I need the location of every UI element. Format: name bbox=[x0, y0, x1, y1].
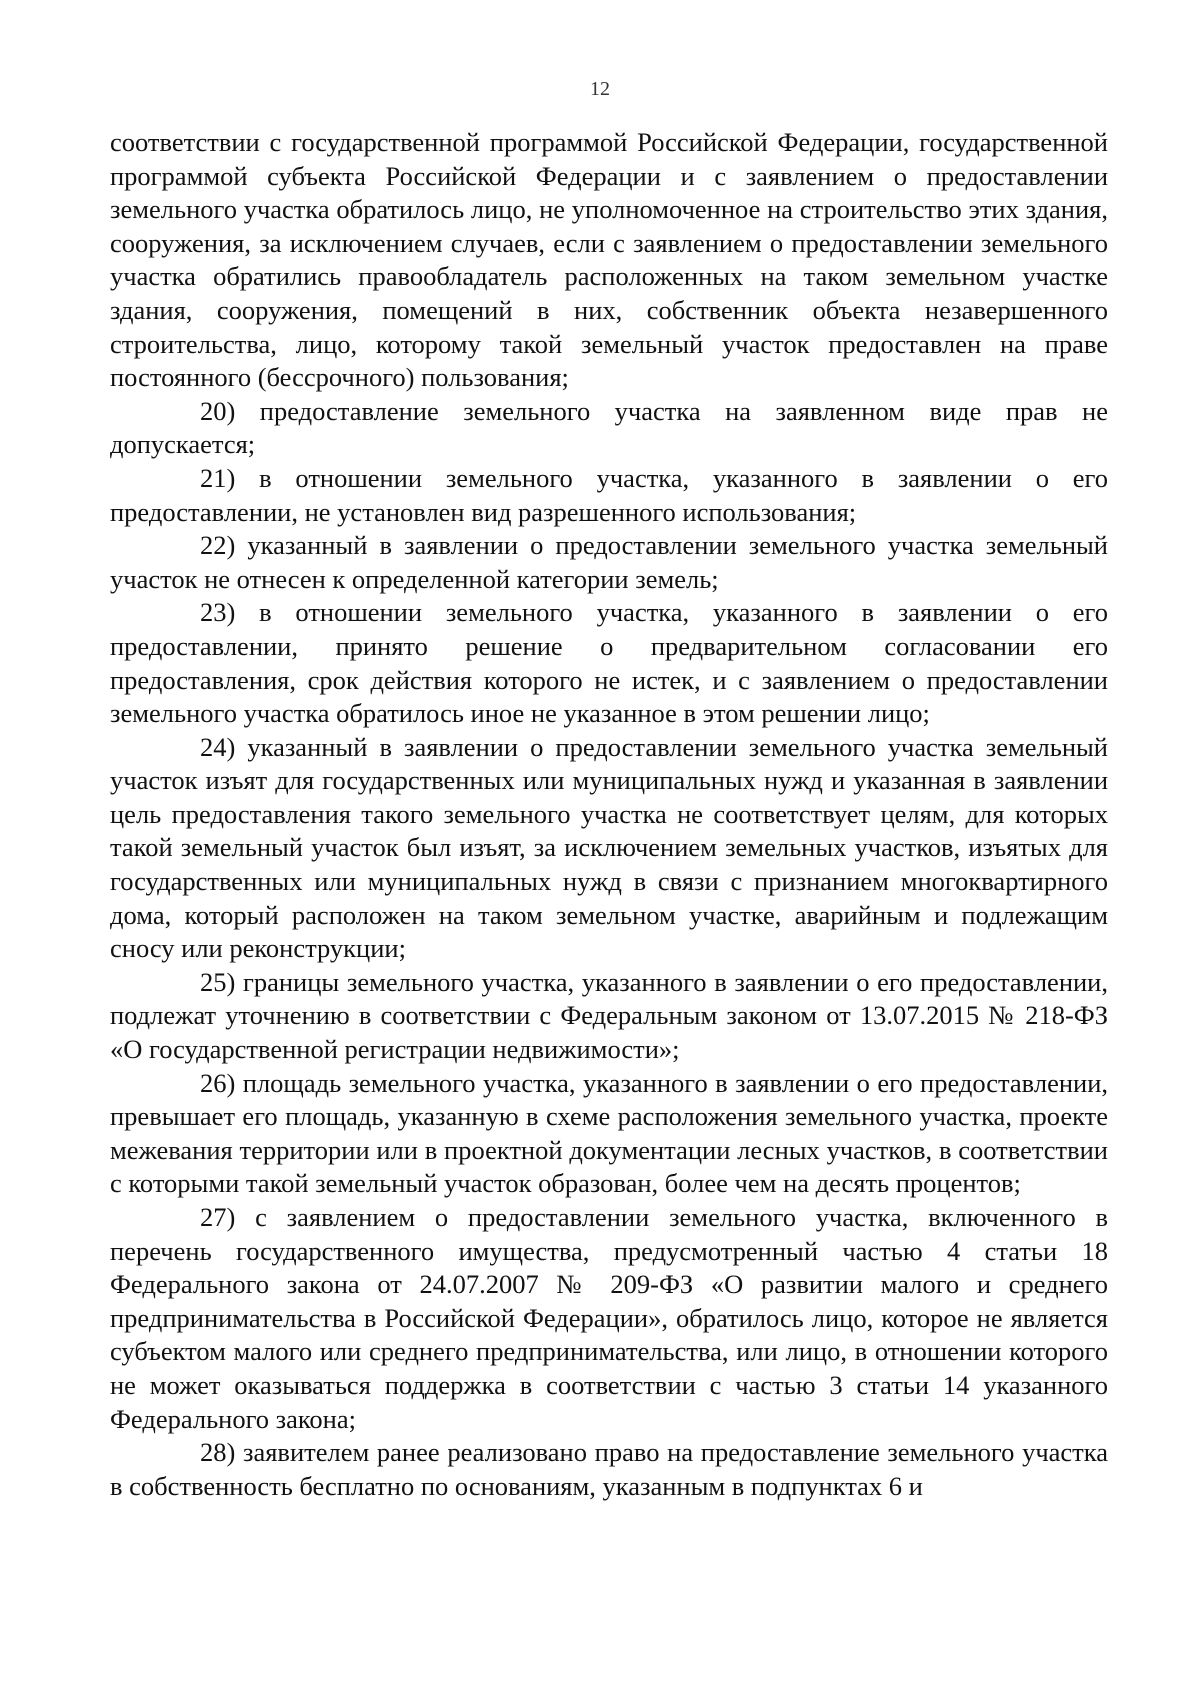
paragraph-item-27: 27) с заявлением о предоставлении земельного участка, включенного в перечень государственного имущества, предусмотренный частью 4 статьи 18 Федерального закона от 24.07.2007 № 209-ФЗ «О развитии малого и среднего предпринимательства в Российской Федерации», обратилось лицо, которое не является субъектом малого или среднего предпринимательства, или лицо, в отношении которого не может оказываться поддержка в соответствии с частью 3 статьи 14 указанного Федерального закона; bbox=[110, 1202, 1108, 1434]
paragraph-item-25: 25) границы земельного участка, указанного в заявлении о его предоставлении, подлежат уточнению в соответствии с Федеральным законом от 13.07.2015 № 218-ФЗ «О государственной регистрации недвижимости»; bbox=[110, 966, 1108, 1065]
paragraph-item-28: 28) заявителем ранее реализовано право на предоставление земельного участка в собственность бесплатно по основаниям, указанным в подпунктах 6 и bbox=[110, 1437, 1108, 1501]
paragraph-item-21: 21) в отношении земельного участка, указанного в заявлении о его предоставлении, не установлен вид разрешенного использования; bbox=[110, 462, 1108, 527]
document-body bbox=[110, 126, 1108, 1503]
paragraph-item-24: 24) указанный в заявлении о предоставлении земельного участка земельный участок изъят для государственных или муниципальных нужд и указанная в заявлении цель предоставления такого земельного участка не соответствует целям, для которых такой земельный участок был изъят, за исключением земельных участков, изъятых для государственных или муниципальных нужд в связи с признанием многоквартирного дома, который расположен на таком земельном участке, аварийным и подлежащим сносу или реконструкции; bbox=[110, 731, 1108, 964]
paragraph-item-22: 22) указанный в заявлении о предоставлении земельного участка земельный участок не отнесен к определенной категории земель; bbox=[110, 530, 1108, 594]
paragraph-item-20: 20) предоставление земельного участка на заявленном виде прав не допускается; bbox=[110, 395, 1108, 460]
paragraph-item-26: 26) площадь земельного участка, указанного в заявлении о его предоставлении, превышает его площадь, указанную в схеме расположения земельного участка, проекте межевания территории или в проектной документации лесных участков, в соответствии с которыми такой земельный участок образован, более чем на десять процентов; bbox=[110, 1067, 1108, 1199]
page-number: 12 bbox=[590, 78, 610, 100]
paragraph-continuation: соответствии с государственной программой Российской Федерации, государственной программой субъекта Российской Федерации и с заявлением о предоставлении земельного участка обратилось лицо, не уполномоченное на строительство этих здания, сооружения, за исключением случаев, если с заявлением о предоставлении земельного участка обратились правообладатель расположенных на таком земельном участке здания, сооружения, помещений в них, собственник объекта незавершенного строительства, лицо, которому такой земельный участок предоставлен на праве постоянного (бессрочного) пользования; bbox=[110, 127, 1108, 393]
paragraph-item-23: 23) в отношении земельного участка, указанного в заявлении о его предоставлении, принято решение о предварительном согласовании его предоставления, срок действия которого не истек, и с заявлением о предоставлении земельного участка обратилось иное не указанное в этом решении лицо; bbox=[110, 597, 1108, 729]
